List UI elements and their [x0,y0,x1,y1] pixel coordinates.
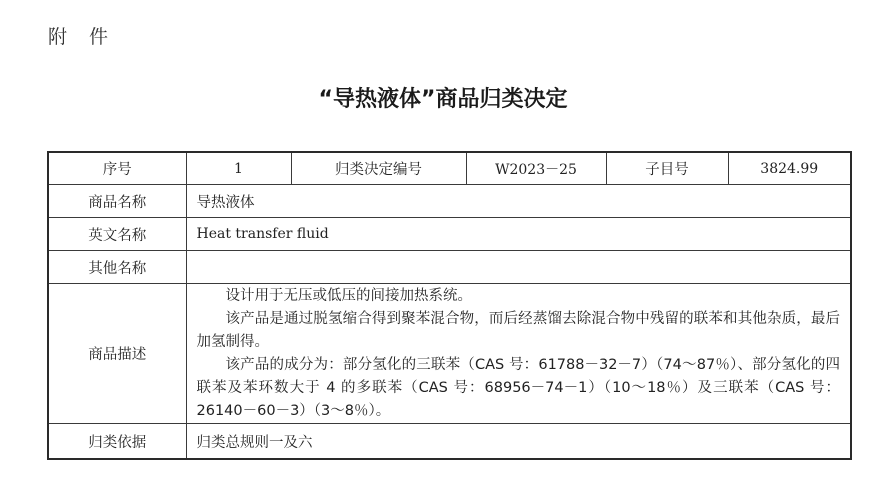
description-paragraph: 设计用于无压或低压的间接加热系统。 [225,287,472,304]
product-name-label: 商品名称 [48,185,186,218]
subheading-label: 子目号 [606,152,728,185]
english-name-value: Heat transfer fluid [186,218,851,251]
english-name-label: 英文名称 [48,218,186,251]
description-value [186,284,851,424]
basis-label: 归类依据 [48,424,186,460]
decision-number-value: W2023－25 [466,152,606,185]
table-row [48,284,851,424]
description-paragraph: 该产品是通过脱氢缩合得到聚苯混合物，而后经蒸馏去除混合物中残留的联苯和其他杂质，最后加氢制得。 [196,310,840,350]
decision-number-label: 归类决定编号 [291,152,466,185]
attachment-label: 附件 [48,26,131,48]
document-title: “导热液体”商品归类决定 [318,87,568,112]
classification-table [47,151,852,460]
serial-value: 1 [186,152,291,185]
description-paragraph: 该产品的成分为：部分氢化的三联苯（CAS 号：61788－32－7）（74～87％）、部分氢化的四联苯及苯环数大于 4 的多联苯（CAS 号：68956－74－1）（10～18％）及三联苯（CAS 号：26140－60－3）（3～8％）。 [196,356,840,419]
table-row [48,152,851,185]
other-names-value [186,251,851,284]
other-names-label: 其他名称 [48,251,186,284]
basis-value: 归类总规则一及六 [186,424,851,460]
table-row [48,218,851,251]
subheading-value: 3824.99 [728,152,851,185]
serial-label: 序号 [48,152,186,185]
table-row [48,185,851,218]
table-row [48,251,851,284]
table-row [48,424,851,460]
product-name-value: 导热液体 [186,185,851,218]
description-label: 商品描述 [48,284,186,424]
